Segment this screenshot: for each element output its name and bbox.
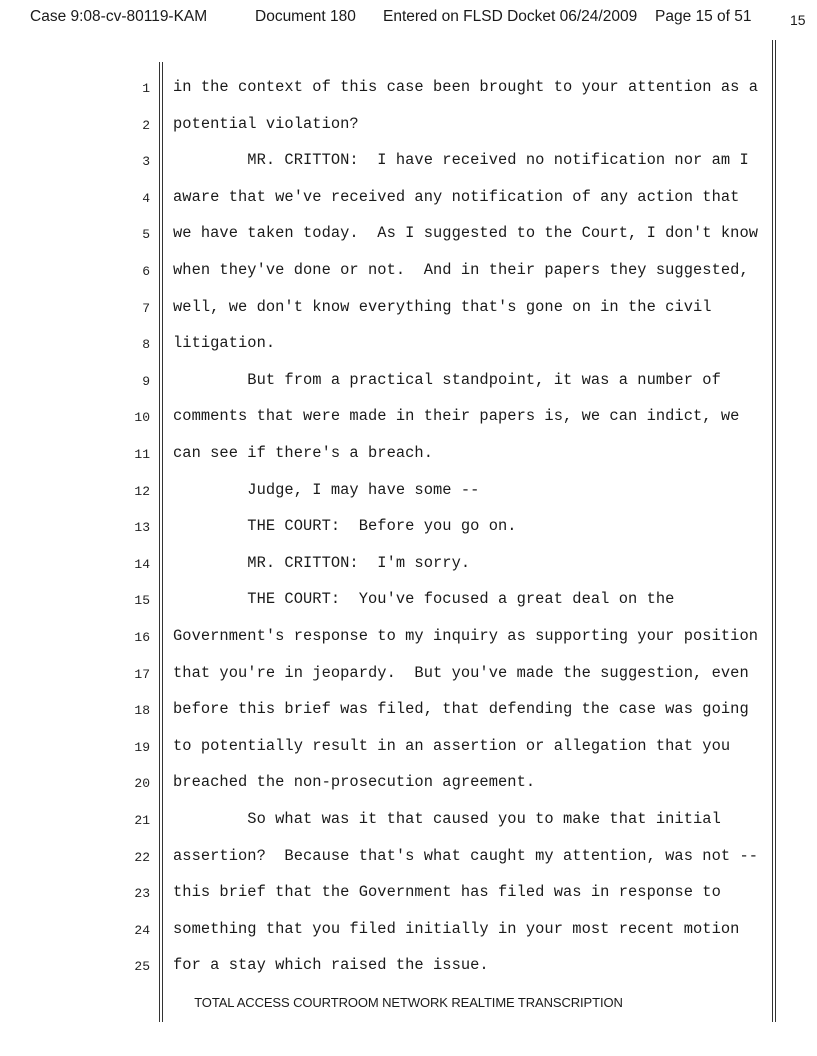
line-text: when they've done or not. And in their papers they suggested, (173, 261, 749, 279)
page-of-total: Page 15 of 51 (655, 8, 752, 25)
line-number: 20 (134, 776, 150, 792)
line-number: 5 (142, 227, 150, 243)
transcript-line (0, 664, 817, 688)
line-number: 4 (142, 190, 150, 206)
transcript-line (0, 773, 817, 797)
document-number: Document 180 (255, 8, 356, 25)
line-number: 25 (134, 959, 150, 975)
line-text: in the context of this case been brought to your attention as a (173, 78, 759, 96)
line-text: this brief that the Government has filed was in response to (173, 883, 721, 902)
line-text: aware that we've received any notification of any action that (173, 187, 740, 206)
line-number: 7 (142, 300, 150, 316)
case-number: Case 9:08-cv-80119-KAM (30, 8, 208, 25)
transcript-page-number: 15 (790, 12, 806, 28)
transcript-line (0, 627, 817, 651)
transcript-line (0, 78, 817, 102)
line-text: to potentially result in an assertion or allegation that you (173, 736, 731, 755)
line-text: THE COURT: You've focused a great deal on the (173, 590, 675, 609)
transcript-line (0, 261, 817, 285)
line-number: 17 (134, 666, 150, 682)
line-number: 16 (134, 630, 150, 645)
line-number: 2 (142, 117, 150, 133)
line-text: something that you filed initially in your most recent motion (173, 919, 740, 938)
line-number: 19 (134, 739, 150, 755)
line-text: But from a practical standpoint, it was a number of (173, 370, 721, 389)
line-number: 8 (142, 337, 150, 353)
line-text: MR. CRITTON: I have received no notification nor am I (173, 151, 749, 170)
line-text: before this brief was filed, that defending the case was going (173, 700, 749, 719)
transcript-line (0, 590, 817, 614)
line-number: 10 (134, 410, 150, 426)
line-number: 22 (134, 849, 150, 865)
line-number: 1 (142, 81, 150, 96)
line-text: for a stay which raised the issue. (173, 956, 489, 975)
transcript-line (0, 883, 817, 907)
line-number: 15 (134, 593, 150, 609)
line-number: 24 (134, 922, 150, 938)
transcript-line (0, 517, 817, 541)
line-text: breached the non-prosecution agreement. (173, 773, 536, 792)
transcript-line (0, 334, 817, 358)
footer-text: TOTAL ACCESS COURTROOM NETWORK REALTIME TRANSCRIPTION (194, 995, 623, 1010)
line-text: comments that were made in their papers is, we can indict, we (173, 407, 740, 426)
transcript-line (0, 481, 817, 505)
transcript-line (0, 407, 817, 431)
line-text: we have taken today. As I suggested to the Court, I don't know (173, 224, 759, 243)
docket-entry: Entered on FLSD Docket 06/24/2009 (383, 8, 638, 25)
line-text: Judge, I may have some -- (173, 480, 480, 499)
transcript-line (0, 956, 817, 980)
line-number: 21 (134, 813, 150, 828)
transcript-line (0, 920, 817, 944)
line-number: 11 (134, 447, 150, 462)
line-text: assertion? Because that's what caught my attention, was not -- (173, 846, 759, 865)
line-text: Government's response to my inquiry as supporting your position (173, 627, 759, 645)
line-text: litigation. (173, 334, 276, 353)
line-number: 6 (142, 264, 150, 279)
line-number: 9 (142, 373, 150, 389)
transcript-line (0, 847, 817, 871)
line-number: 23 (134, 886, 150, 902)
transcript-line (0, 371, 817, 395)
line-number: 18 (134, 703, 150, 719)
line-text: So what was it that caused you to make that initial (173, 810, 721, 828)
transcript-line (0, 444, 817, 468)
line-text: THE COURT: Before you go on. (173, 517, 517, 536)
line-text: MR. CRITTON: I'm sorry. (173, 553, 471, 572)
line-number: 3 (142, 154, 150, 170)
line-text: that you're in jeopardy. But you've made the suggestion, even (173, 663, 749, 682)
line-number: 13 (134, 520, 150, 536)
transcript-line (0, 224, 817, 248)
line-text: well, we don't know everything that's gone on in the civil (173, 297, 712, 316)
line-text: can see if there's a breach. (173, 444, 434, 462)
transcript-line (0, 188, 817, 212)
line-number: 14 (134, 556, 150, 572)
transcript-line (0, 298, 817, 322)
transcript-line (0, 737, 817, 761)
transcript-line (0, 115, 817, 139)
transcript-line (0, 700, 817, 724)
transcript-line (0, 554, 817, 578)
transcript-line (0, 810, 817, 834)
line-number: 12 (134, 483, 150, 499)
line-text: potential violation? (173, 114, 359, 133)
transcript-line (0, 151, 817, 175)
